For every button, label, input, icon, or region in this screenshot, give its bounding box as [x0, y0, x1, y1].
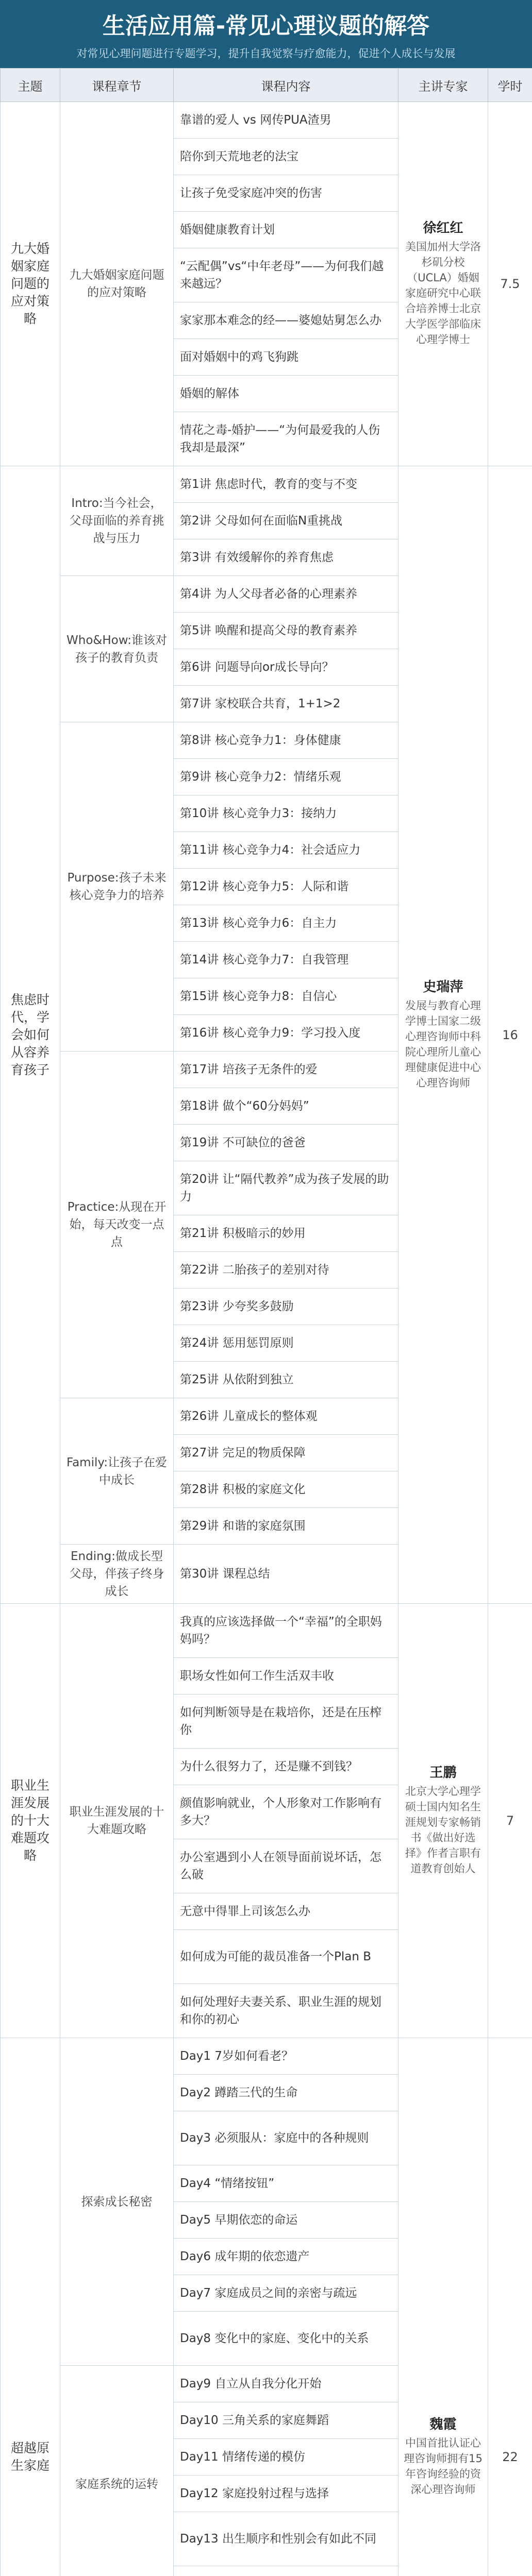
course-content-cell: 让孩子免受家庭冲突的伤害 — [174, 175, 398, 212]
table-header-row — [1, 69, 532, 102]
course-content-cell: 第6讲 问题导向or成长导向？ — [174, 649, 398, 686]
course-content-cell: 第24讲 惩用惩罚原则 — [174, 1325, 398, 1362]
course-content-cell — [174, 2566, 398, 2576]
course-content-cell: 第18讲 做个“60分妈妈” — [174, 1088, 398, 1125]
column-header: 学时 — [488, 69, 532, 102]
chapter-cell: 九大婚姻家庭问题的应对策略 — [60, 102, 174, 466]
hours-cell: 7.5 — [488, 102, 532, 466]
column-header: 课程内容 — [174, 69, 398, 102]
expert-cell — [398, 466, 488, 1604]
expert-name: 魏霞 — [429, 2417, 457, 2432]
topic-cell: 焦虑时代，学会如何从容养育孩子 — [1, 466, 60, 1604]
chapter-cell: Practice:从现在开始，每天改变一点点 — [60, 1052, 174, 1398]
chapter-cell: 探索成长秘密 — [60, 2038, 174, 2366]
column-header: 主讲专家 — [398, 69, 488, 102]
chapter-cell: Intro:当今社会，父母面临的养育挑战与压力 — [60, 466, 174, 576]
course-content-cell: 如何成为可能的裁员准备一个Plan B — [174, 1930, 398, 1984]
course-content-cell: 职场女性如何工作生活双丰收 — [174, 1658, 398, 1694]
course-content-cell: 第2讲 父母如何在面临N重挑战 — [174, 503, 398, 539]
page-subtitle: 对常见心理问题进行专题学习，提升自我觉察与疗愈能力，促进个人成长与发展 — [76, 47, 456, 60]
course-content-cell: Day12 家庭投射过程与选择 — [174, 2476, 398, 2512]
course-content-cell: Day2 蹲踏三代的生命 — [174, 2075, 398, 2111]
course-content-cell: 第16讲 核心竞争力9：学习投入度 — [174, 1015, 398, 1052]
course-content-cell: 婚姻健康教育计划 — [174, 212, 398, 248]
course-content-cell: 靠谱的爱人 vs 网传PUA渣男 — [174, 102, 398, 139]
expert-bio: 美国加州大学洛杉矶分校（UCLA）婚姻家庭研究中心联合培养博士北京大学医学部临床心理学博士 — [405, 241, 481, 346]
course-content-cell: 第10讲 核心竞争力3：接纳力 — [174, 795, 398, 832]
course-content-cell: 第25讲 从依附到独立 — [174, 1362, 398, 1398]
course-content-cell: 无意中得罪上司该怎么办 — [174, 1893, 398, 1930]
expert-name: 王鹏 — [429, 1765, 457, 1781]
course-content-cell: 第23讲 少夸奖多鼓励 — [174, 1289, 398, 1325]
topic-cell: 超越原生家庭 — [1, 2038, 60, 2576]
course-content-cell: 如何处理好夫妻关系、职业生涯的规划和你的初心 — [174, 1984, 398, 2038]
course-content-cell: 第9讲 核心竞争力2：情绪乐观 — [174, 759, 398, 795]
hours-cell: 22 — [488, 2038, 532, 2576]
course-content-cell: 第14讲 核心竞争力7：自我管理 — [174, 942, 398, 978]
course-content-cell: 第7讲 家校联合共育，1+1>2 — [174, 686, 398, 722]
table-row — [1, 466, 532, 503]
course-content-cell: 第5讲 唤醒和提高父母的教育素养 — [174, 613, 398, 649]
course-content-cell: Day5 早期依恋的命运 — [174, 2202, 398, 2239]
course-content-cell: 颜值影响就业，个人形象对工作影响有多大？ — [174, 1785, 398, 1839]
chapter-cell: Ending:做成长型父母，伴孩子终身成长 — [60, 1545, 174, 1604]
course-content-cell: 第26讲 儿童成长的整体观 — [174, 1398, 398, 1435]
topic-cell: 职业生涯发展的十大难题攻略 — [1, 1604, 60, 2038]
expert-bio: 发展与教育心理学博士国家二级心理咨询师中科院心理所儿童心理健康促进中心心理咨询师 — [405, 999, 481, 1089]
hours-cell: 7 — [488, 1604, 532, 2038]
course-content-cell: 办公室遇到小人在领导面前说坏话，怎么破 — [174, 1839, 398, 1893]
course-content-cell: 情花之毒-婚护——“为何最爱我的人伤我却是最深” — [174, 412, 398, 466]
expert-cell — [398, 1604, 488, 2038]
course-content-cell: 第8讲 核心竞争力1：身体健康 — [174, 722, 398, 759]
topic-cell: 九大婚姻家庭问题的应对策略 — [1, 102, 60, 466]
course-content-cell: 我真的应该选择做一个“幸福”的全职妈妈吗？ — [174, 1604, 398, 1658]
course-content-cell: 第3讲 有效缓解你的养育焦虑 — [174, 539, 398, 576]
table-body — [1, 102, 532, 2576]
expert-cell — [398, 2038, 488, 2576]
hours-cell: 16 — [488, 466, 532, 1604]
course-content-cell: 第19讲 不可缺位的爸爸 — [174, 1125, 398, 1161]
chapter-cell: Purpose:孩子未来核心竞争力的培养 — [60, 722, 174, 1052]
course-content-cell: Day11 情绪传递的模仿 — [174, 2439, 398, 2476]
course-content-cell: 第30讲 课程总结 — [174, 1545, 398, 1604]
course-content-cell: 第27讲 完足的物质保障 — [174, 1435, 398, 1471]
course-content-cell: 家家那本难念的经——婆媳姑舅怎么办 — [174, 302, 398, 339]
course-content-cell: 如何判断领导是在栽培你，还是在压榨你 — [174, 1694, 398, 1749]
table-row — [1, 102, 532, 139]
course-content-cell: Day13 出生顺序和性别会有如此不同 — [174, 2512, 398, 2566]
course-content-cell: 第28讲 积极的家庭文化 — [174, 1471, 398, 1508]
course-content-cell: 面对婚姻中的鸡飞狗跳 — [174, 339, 398, 376]
course-content-cell: Day10 三角关系的家庭舞蹈 — [174, 2402, 398, 2439]
table-row — [1, 1604, 532, 1658]
course-content-cell: Day4 “情绪按钮” — [174, 2165, 398, 2202]
course-content-cell: 第11讲 核心竞争力4：社会适应力 — [174, 832, 398, 869]
course-content-cell: Day9 自立从自我分化开始 — [174, 2366, 398, 2402]
course-content-cell: 第21讲 积极暗示的妙用 — [174, 1215, 398, 1252]
page-title: 生活应用篇-常见心理议题的解答 — [102, 13, 430, 39]
expert-bio: 北京大学心理学硕士国内知名生涯规划专家畅销书《做出好选择》作者言职有道教育创始人 — [405, 1785, 481, 1875]
course-table — [0, 68, 532, 2576]
expert-name: 徐红红 — [423, 221, 463, 236]
course-content-cell: 陪你到天荒地老的法宝 — [174, 139, 398, 175]
course-content-cell: 为什么很努力了，还是赚不到钱？ — [174, 1749, 398, 1785]
course-content-cell: 第12讲 核心竞争力5：人际和谐 — [174, 869, 398, 905]
expert-bio: 中国首批认证心理咨询师拥有15年咨询经验的资深心理咨询师 — [404, 2437, 483, 2496]
course-content-cell: 第15讲 核心竞争力8：自信心 — [174, 978, 398, 1015]
course-content-cell: 婚姻的解体 — [174, 376, 398, 412]
course-content-cell: 第13讲 核心竞争力6：自主力 — [174, 905, 398, 942]
course-content-cell: 第29讲 和谐的家庭氛围 — [174, 1508, 398, 1545]
chapter-cell: Who&How:谁该对孩子的教育负责 — [60, 576, 174, 722]
course-content-cell: 第4讲 为人父母者必备的心理素养 — [174, 576, 398, 613]
course-content-cell: 第17讲 培孩子无条件的爱 — [174, 1052, 398, 1088]
course-content-cell: Day6 成年期的依恋遗产 — [174, 2239, 398, 2275]
expert-cell — [398, 102, 488, 466]
chapter-cell: 职业生涯发展的十大难题攻略 — [60, 1604, 174, 2038]
course-content-cell: Day3 必须服从：家庭中的各种规则 — [174, 2111, 398, 2165]
page-header — [0, 0, 532, 68]
table-row — [1, 2038, 532, 2075]
column-header: 课程章节 — [60, 69, 174, 102]
course-content-cell: 第20讲 让“隔代教养”成为孩子发展的助力 — [174, 1161, 398, 1215]
chapter-cell: 家庭系统的运转 — [60, 2366, 174, 2576]
course-content-cell: 第22讲 二胎孩子的差别对待 — [174, 1252, 398, 1289]
course-content-cell: Day8 变化中的家庭、变化中的关系 — [174, 2312, 398, 2366]
course-content-cell: “云配偶”vs“中年老母”——为何我们越来越远？ — [174, 248, 398, 302]
course-content-cell: 第1讲 焦虑时代，教育的变与不变 — [174, 466, 398, 503]
chapter-cell: Family:让孩子在爱中成长 — [60, 1398, 174, 1545]
expert-name: 史瑞萍 — [423, 979, 463, 995]
course-content-cell: Day1 7岁如何看老？ — [174, 2038, 398, 2075]
course-content-cell: Day7 家庭成员之间的亲密与疏远 — [174, 2275, 398, 2312]
column-header: 主题 — [1, 69, 60, 102]
